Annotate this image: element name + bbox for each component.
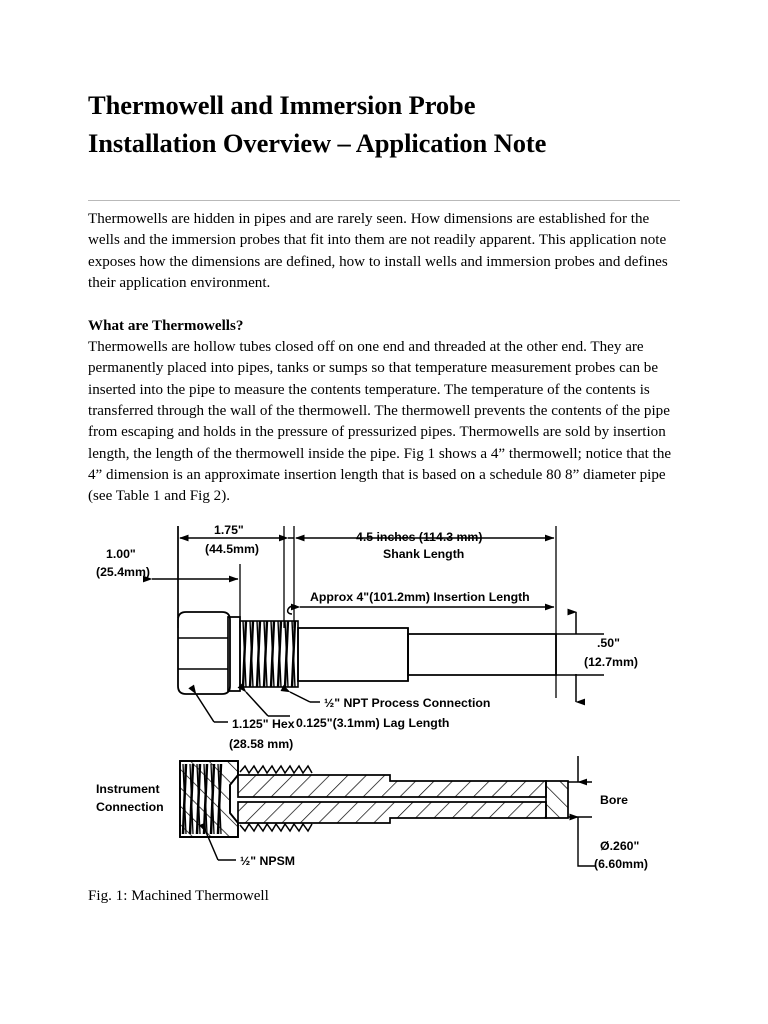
bore-diameter-inch-label: Ø.260" bbox=[600, 838, 640, 853]
hex-size-inch-label: 1.125" Hex bbox=[232, 716, 295, 731]
instrument-connection-label-line2: Connection bbox=[96, 799, 164, 814]
title-divider bbox=[88, 200, 680, 201]
document-content bbox=[88, 0, 680, 906]
intro-paragraph: Thermowells are hidden in pipes and are rarely seen. How dimensions are established for the wells and the immersion probes that fit into them are not readily apparent. This application note exposes how the dimensions are defined, how to install wells and immersion probes and defines their application environment. bbox=[88, 211, 668, 291]
npt-process-connection-label: ½" NPT Process Connection bbox=[324, 695, 491, 710]
thermowell-drawing bbox=[0, 516, 768, 906]
bore-label: Bore bbox=[600, 792, 629, 807]
section-heading-what-are-thermowells: What are Thermowells? bbox=[88, 318, 244, 335]
figure-caption: Fig. 1: Machined Thermowell bbox=[88, 887, 269, 904]
figure-1-machined-thermowell bbox=[0, 516, 768, 906]
page-title bbox=[88, 0, 680, 162]
page-title-line-2: Installation Overview – Application Note bbox=[88, 128, 547, 158]
dim-label-1-00-mm: (25.4mm) bbox=[96, 564, 150, 579]
lag-length-label: 0.125"(3.1mm) Lag Length bbox=[296, 715, 450, 730]
npsm-connection-label: ½" NPSM bbox=[240, 853, 296, 868]
bore-diameter-mm-label: (6.60mm) bbox=[594, 856, 648, 871]
shank-length-value: 4.5 inches (114.3 mm) bbox=[356, 529, 483, 544]
dim-label-1-75-inch: 1.75" bbox=[214, 522, 244, 537]
dim-label-1-00-inch: 1.00" bbox=[106, 546, 136, 561]
page-title-line-1: Thermowell and Immersion Probe bbox=[88, 90, 476, 120]
shank-length-label: Shank Length bbox=[383, 546, 465, 561]
dim-label-1-75-mm: (44.5mm) bbox=[205, 541, 259, 556]
dim-label-050-inch: .50" bbox=[597, 635, 620, 650]
body-paragraph: Thermowells are hollow tubes closed off on one end and threaded at the other end. They are permanently placed into pipes, tanks or sumps so that temperature measurement probes can be inserted into the pipe to measure the contents temperature. The temperature of the contents is transferred through the wall of the thermowell. The thermowell prevents the contents of the pipe from escaping and holds in the pressure of pressurized pipes. Thermowells are sold by insertion length, the length of the thermowell inside the pipe. Fig 1 shows a 4” thermowell; notice that the 4” dimension is an approximate insertion length that is based on a schedule 80 8” diameter pipe (see Table 1 and Fig 2). bbox=[88, 339, 672, 505]
instrument-connection-label-line1: Instrument bbox=[96, 781, 160, 796]
insertion-length-label: Approx 4"(101.2mm) Insertion Length bbox=[310, 589, 530, 604]
hex-size-mm-label: (28.58 mm) bbox=[229, 736, 294, 751]
dim-label-050-mm: (12.7mm) bbox=[584, 654, 638, 669]
